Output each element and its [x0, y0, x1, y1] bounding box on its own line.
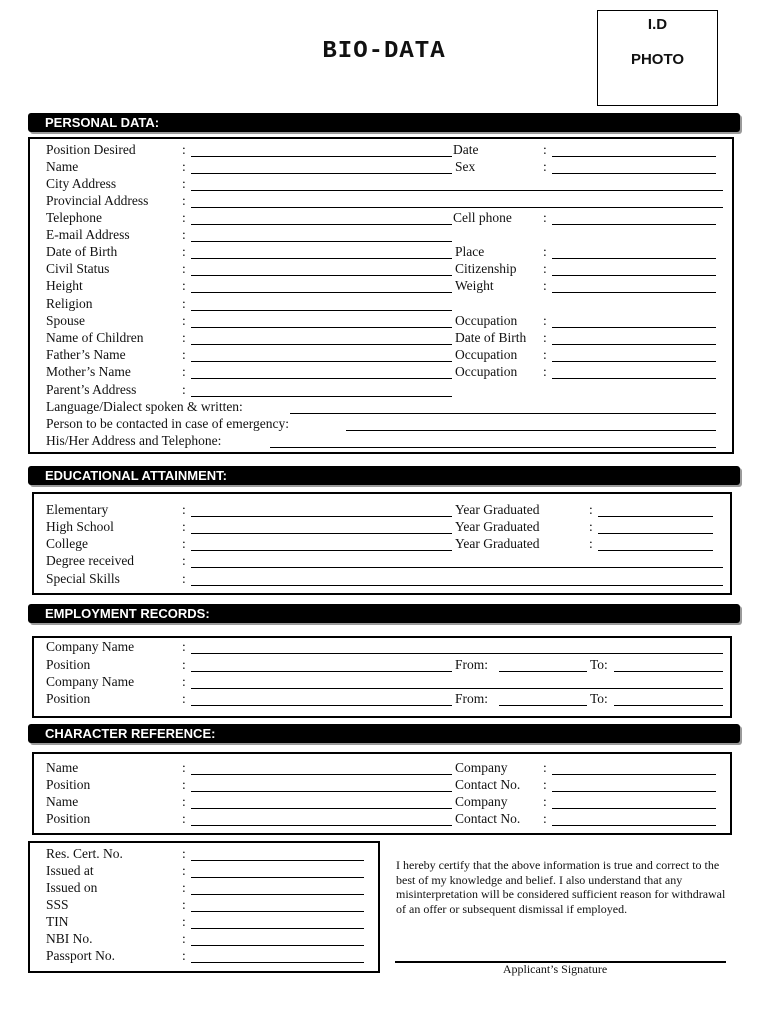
- colon: :: [543, 313, 547, 328]
- row-emergency-address: [0, 432, 768, 449]
- colon: :: [182, 364, 186, 379]
- colon: :: [182, 674, 186, 689]
- section-header-character-reference: CHARACTER REFERENCE:: [28, 724, 740, 743]
- field-company-name-1[interactable]: [191, 653, 723, 654]
- colon: :: [182, 142, 186, 157]
- field-religion[interactable]: [191, 310, 452, 311]
- colon: :: [589, 519, 593, 534]
- field-from-1[interactable]: [499, 671, 587, 672]
- label-to: To:: [590, 657, 608, 672]
- section-header-personal-data: PERSONAL DATA:: [28, 113, 740, 132]
- colon: :: [182, 159, 186, 174]
- row-spouse: [0, 312, 768, 329]
- colon: :: [543, 261, 547, 276]
- label-spouse: Spouse: [46, 313, 86, 328]
- row-children: [0, 329, 768, 346]
- label-issued-at: Issued at: [46, 863, 94, 878]
- field-language[interactable]: [290, 413, 716, 414]
- field-sss[interactable]: [191, 911, 364, 912]
- field-college-year[interactable]: [598, 550, 713, 551]
- field-passport[interactable]: [191, 962, 364, 963]
- field-to-1[interactable]: [614, 671, 723, 672]
- photo-label-photo: PHOTO: [630, 51, 685, 68]
- colon: :: [543, 278, 547, 293]
- label-cell-phone: Cell phone: [453, 210, 512, 225]
- label-religion: Religion: [46, 296, 93, 311]
- label-height: Height: [46, 278, 83, 293]
- label-from: From:: [455, 691, 489, 706]
- label-company-name: Company Name: [46, 639, 135, 654]
- field-emergency-address[interactable]: [270, 447, 716, 448]
- colon: :: [543, 347, 547, 362]
- row-issued-on: [0, 879, 400, 896]
- row-fathers-name: [0, 346, 768, 363]
- field-email[interactable]: [191, 241, 452, 242]
- label-mother-occupation: Occupation: [455, 364, 518, 379]
- label-city-address: City Address: [46, 176, 117, 191]
- field-date-of-birth[interactable]: [191, 258, 452, 259]
- row-reference-position-2: [0, 810, 768, 827]
- colon: :: [182, 227, 186, 242]
- label-issued-on: Issued on: [46, 880, 98, 895]
- colon: :: [182, 931, 186, 946]
- row-position-2: [0, 690, 768, 707]
- field-emergency-contact[interactable]: [346, 430, 716, 431]
- label-special-skills: Special Skills: [46, 571, 120, 586]
- field-spouse[interactable]: [191, 327, 452, 328]
- label-high-school-year: Year Graduated: [455, 519, 540, 534]
- colon: :: [543, 364, 547, 379]
- colon: :: [182, 278, 186, 293]
- field-date[interactable]: [552, 156, 716, 157]
- label-emergency-contact: Person to be contacted in case of emergency:: [46, 416, 290, 431]
- id-photo-box: [597, 10, 718, 106]
- certification-statement: I hereby certify that the above information is true and correct to the best of my knowledge and belief. I also understand that any misinterpretation will be considered sufficient reason for withdrawal of an offer or subsequent dismissal if employed.: [396, 858, 726, 916]
- field-weight[interactable]: [552, 292, 716, 293]
- field-name-of-children[interactable]: [191, 344, 452, 345]
- field-father-occupation[interactable]: [552, 361, 716, 362]
- colon: :: [182, 330, 186, 345]
- row-position-1: [0, 656, 768, 673]
- field-position-1[interactable]: [191, 671, 452, 672]
- label-spouse-occupation: Occupation: [455, 313, 518, 328]
- field-height[interactable]: [191, 292, 452, 293]
- colon: :: [182, 760, 186, 775]
- field-special-skills[interactable]: [191, 585, 723, 586]
- label-elementary-year: Year Graduated: [455, 502, 540, 517]
- row-company-name-2: [0, 673, 768, 690]
- label-company: Company: [455, 760, 508, 775]
- label-date: Date: [453, 142, 479, 157]
- label-emergency-address: His/Her Address and Telephone:: [46, 433, 222, 448]
- label-parents-address: Parent’s Address: [46, 382, 137, 397]
- colon: :: [182, 948, 186, 963]
- row-parents-address: [0, 381, 768, 398]
- field-children-date-of-birth[interactable]: [552, 344, 716, 345]
- field-provincial-address[interactable]: [191, 207, 723, 208]
- colon: :: [589, 536, 593, 551]
- label-high-school: High School: [46, 519, 114, 534]
- field-reference-contact-2[interactable]: [552, 825, 716, 826]
- label-reference-name: Name: [46, 760, 79, 775]
- label-reference-position: Position: [46, 777, 91, 792]
- colon: :: [182, 261, 186, 276]
- label-weight: Weight: [455, 278, 494, 293]
- colon: :: [182, 313, 186, 328]
- field-issued-on[interactable]: [191, 894, 364, 895]
- row-height: [0, 277, 768, 294]
- colon: :: [182, 176, 186, 191]
- label-name-of-children: Name of Children: [46, 330, 144, 345]
- document-title: BIO-DATA: [322, 38, 446, 65]
- colon: :: [543, 159, 547, 174]
- field-fathers-name[interactable]: [191, 361, 452, 362]
- field-place[interactable]: [552, 258, 716, 259]
- colon: :: [182, 382, 186, 397]
- field-city-address[interactable]: [191, 190, 723, 191]
- field-position-desired[interactable]: [191, 156, 452, 157]
- field-mother-occupation[interactable]: [552, 378, 716, 379]
- label-position: Position: [46, 691, 91, 706]
- row-sss: [0, 896, 400, 913]
- row-high-school: [0, 518, 768, 535]
- row-email: [0, 226, 768, 243]
- label-language: Language/Dialect spoken & written:: [46, 399, 243, 414]
- colon: :: [543, 244, 547, 259]
- label-reference-position: Position: [46, 811, 91, 826]
- colon: :: [182, 347, 186, 362]
- colon: :: [182, 880, 186, 895]
- row-elementary: [0, 501, 768, 518]
- label-citizenship: Citizenship: [455, 261, 517, 276]
- field-reference-company-2[interactable]: [552, 808, 716, 809]
- colon: :: [182, 794, 186, 809]
- field-elementary[interactable]: [191, 516, 452, 517]
- section-header-educational-attainment: EDUCATIONAL ATTAINMENT:: [28, 466, 740, 485]
- row-nbi: [0, 930, 400, 947]
- colon: :: [543, 760, 547, 775]
- colon: :: [182, 536, 186, 551]
- colon: :: [182, 639, 186, 654]
- label-contact-no: Contact No.: [455, 811, 521, 826]
- label-provincial-address: Provincial Address: [46, 193, 149, 208]
- colon: :: [182, 502, 186, 517]
- colon: :: [543, 210, 547, 225]
- row-city-address: [0, 175, 768, 192]
- field-reference-name-1[interactable]: [191, 774, 452, 775]
- field-high-school[interactable]: [191, 533, 452, 534]
- colon: :: [543, 142, 547, 157]
- colon: :: [182, 863, 186, 878]
- row-reference-name-2: [0, 793, 768, 810]
- field-reference-contact-1[interactable]: [552, 791, 716, 792]
- row-religion: [0, 295, 768, 312]
- colon: :: [182, 519, 186, 534]
- colon: :: [543, 811, 547, 826]
- colon: :: [182, 193, 186, 208]
- field-spouse-occupation[interactable]: [552, 327, 716, 328]
- field-issued-at[interactable]: [191, 877, 364, 878]
- label-company-name: Company Name: [46, 674, 135, 689]
- field-from-2[interactable]: [499, 705, 587, 706]
- row-tin: [0, 913, 400, 930]
- field-name[interactable]: [191, 173, 452, 174]
- section-header-employment-records: EMPLOYMENT RECORDS:: [28, 604, 740, 623]
- label-passport: Passport No.: [46, 948, 116, 963]
- colon: :: [182, 691, 186, 706]
- colon: :: [182, 244, 186, 259]
- label-tin: TIN: [46, 914, 69, 929]
- label-nbi: NBI No.: [46, 931, 93, 946]
- colon: :: [182, 811, 186, 826]
- field-citizenship[interactable]: [552, 275, 716, 276]
- colon: :: [543, 330, 547, 345]
- colon: :: [182, 296, 186, 311]
- row-emergency-contact: [0, 415, 768, 432]
- colon: :: [182, 777, 186, 792]
- row-language: [0, 398, 768, 415]
- label-position: Position: [46, 657, 91, 672]
- colon: :: [182, 210, 186, 225]
- row-company-name-1: [0, 638, 768, 655]
- colon: :: [543, 777, 547, 792]
- label-contact-no: Contact No.: [455, 777, 521, 792]
- colon: :: [589, 502, 593, 517]
- row-res-cert: [0, 845, 400, 862]
- label-to: To:: [590, 691, 608, 706]
- row-date-of-birth: [0, 243, 768, 260]
- label-father-occupation: Occupation: [455, 347, 518, 362]
- label-elementary: Elementary: [46, 502, 109, 517]
- label-date-of-birth: Date of Birth: [46, 244, 118, 259]
- field-degree-received[interactable]: [191, 567, 723, 568]
- row-reference-name-1: [0, 759, 768, 776]
- label-mothers-name: Mother’s Name: [46, 364, 131, 379]
- label-email: E-mail Address: [46, 227, 130, 242]
- photo-label-id: I.D: [647, 16, 668, 33]
- field-elementary-year[interactable]: [598, 516, 713, 517]
- row-mothers-name: [0, 363, 768, 380]
- row-degree-received: [0, 552, 768, 569]
- label-from: From:: [455, 657, 489, 672]
- colon: :: [182, 553, 186, 568]
- row-passport: [0, 947, 400, 964]
- colon: :: [182, 657, 186, 672]
- field-parents-address[interactable]: [191, 396, 452, 397]
- colon: :: [182, 571, 186, 586]
- row-civil-status: [0, 260, 768, 277]
- label-sex: Sex: [455, 159, 476, 174]
- field-cell-phone[interactable]: [552, 224, 716, 225]
- label-place: Place: [455, 244, 485, 259]
- field-res-cert[interactable]: [191, 860, 364, 861]
- label-fathers-name: Father’s Name: [46, 347, 126, 362]
- label-civil-status: Civil Status: [46, 261, 110, 276]
- signature-label: Applicant’s Signature: [502, 962, 608, 976]
- field-position-2[interactable]: [191, 705, 452, 706]
- field-sex[interactable]: [552, 173, 716, 174]
- label-company: Company: [455, 794, 508, 809]
- row-issued-at: [0, 862, 400, 879]
- field-to-2[interactable]: [614, 705, 723, 706]
- colon: :: [182, 846, 186, 861]
- field-nbi[interactable]: [191, 945, 364, 946]
- field-telephone[interactable]: [191, 224, 452, 225]
- label-sss: SSS: [46, 897, 69, 912]
- label-position-desired: Position Desired: [46, 142, 136, 157]
- row-name: [0, 158, 768, 175]
- row-position-desired: [0, 141, 768, 158]
- label-children-date-of-birth: Date of Birth: [455, 330, 527, 345]
- colon: :: [543, 794, 547, 809]
- colon: :: [182, 914, 186, 929]
- field-high-school-year[interactable]: [598, 533, 713, 534]
- field-reference-company-1[interactable]: [552, 774, 716, 775]
- colon: :: [182, 897, 186, 912]
- field-reference-position-2[interactable]: [191, 825, 452, 826]
- label-telephone: Telephone: [46, 210, 103, 225]
- field-reference-position-1[interactable]: [191, 791, 452, 792]
- row-telephone: [0, 209, 768, 226]
- label-reference-name: Name: [46, 794, 79, 809]
- label-name: Name: [46, 159, 79, 174]
- label-degree-received: Degree received: [46, 553, 135, 568]
- row-reference-position-1: [0, 776, 768, 793]
- label-college: College: [46, 536, 88, 551]
- row-college: [0, 535, 768, 552]
- row-provincial-address: [0, 192, 768, 209]
- field-tin[interactable]: [191, 928, 364, 929]
- field-reference-name-2[interactable]: [191, 808, 452, 809]
- row-special-skills: [0, 570, 768, 587]
- field-mothers-name[interactable]: [191, 378, 452, 379]
- field-civil-status[interactable]: [191, 275, 452, 276]
- field-college[interactable]: [191, 550, 452, 551]
- label-college-year: Year Graduated: [455, 536, 540, 551]
- field-company-name-2[interactable]: [191, 688, 723, 689]
- label-res-cert: Res. Cert. No.: [46, 846, 123, 861]
